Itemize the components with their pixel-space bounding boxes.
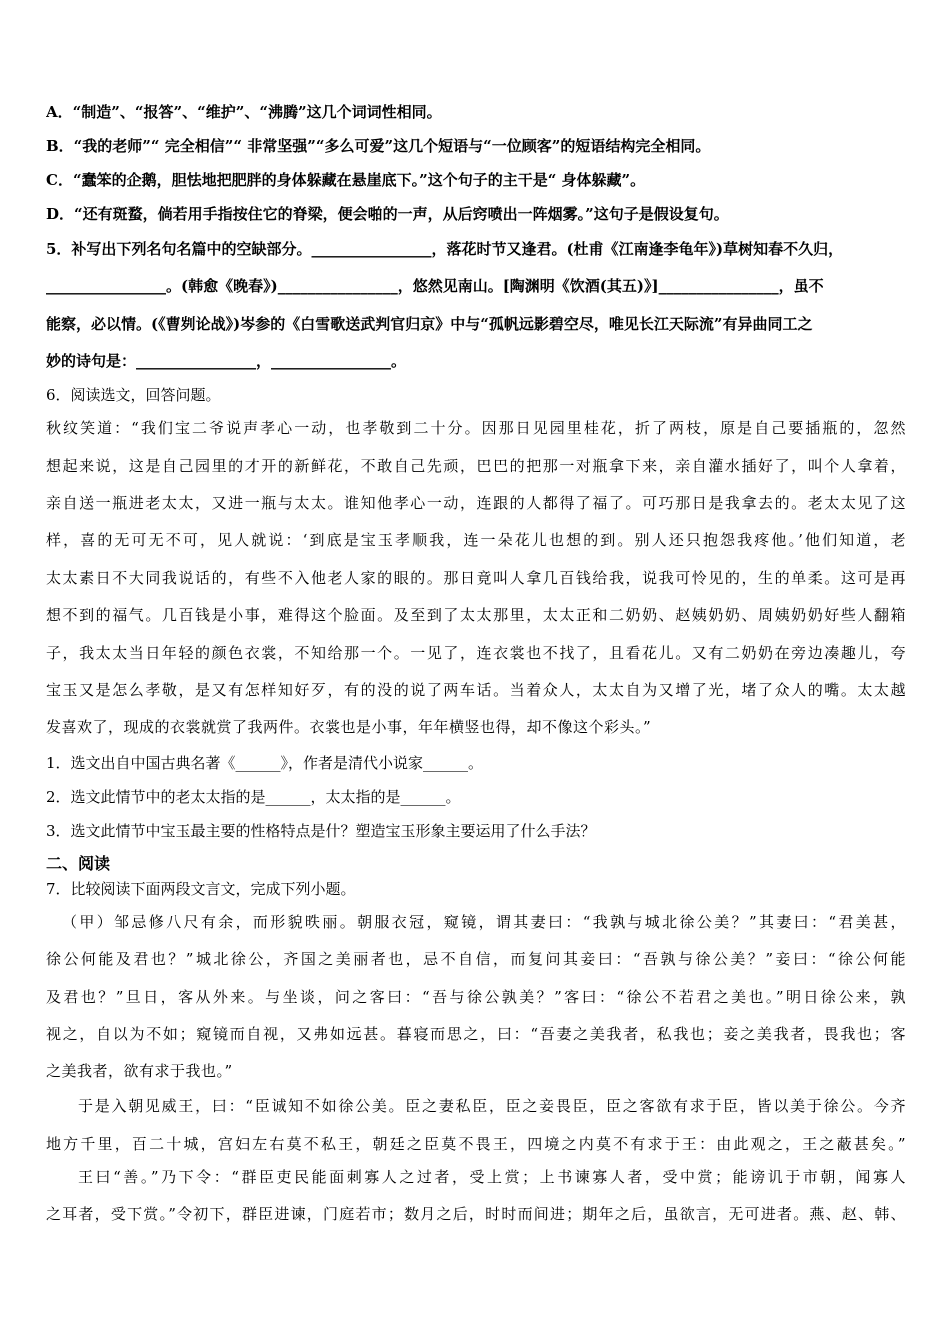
- q5-line-2: ________________。(韩愈《晚春》)________________，悠然见南山。[陶渊明《饮酒(其五)》]________________，虽不: [46, 277, 824, 295]
- q6-passage-line: 想不到的福气。几百钱是小事，难得这个脸面。及至到了太太那里，太太正和二奶奶、赵姨奶奶、周姨奶奶好些人翻箱: [46, 606, 906, 624]
- q5-line-1: 5．补写出下列名句名篇中的空缺部分。________________，落花时节又逢君。(杜甫《江南逢李龟年》)草树知春不久归，: [46, 240, 844, 258]
- q7-passage-line: 地方千里，百二十城，宫妇左右莫不私王，朝廷之臣莫不畏王，四境之内莫不有求于王：由此观之，王之蔽甚矣。”: [46, 1135, 906, 1153]
- q6-passage-line: 亲自送一瓶进老太太，又进一瓶与太太。谁知他孝心一动，连跟的人都得了福了。可巧那日是我拿去的。老太太见了这: [46, 494, 906, 512]
- q6-question-2: 2．选文此情节中的老太太指的是______，太太指的是______。: [46, 788, 461, 806]
- q7-passage-line: （甲）邹忌修八尺有余，而形貌昳丽。朝服衣冠，窥镜，谓其妻曰：“我孰与城北徐公美？”其妻曰：“君美甚，: [62, 913, 906, 931]
- q6-passage-line: 发喜欢了，现成的衣裳就赏了我两件。衣裳也是小事，年年横竖也得，却不像这个彩头。”: [46, 718, 652, 736]
- q7-passage-line: 之美我者，欲有求于我也。”: [46, 1062, 233, 1080]
- q7-passage-line: 于是入朝见威王，曰：“臣诚知不如徐公美。臣之妻私臣，臣之妾畏臣，臣之客欲有求于臣，皆以美于徐公。今齐: [78, 1097, 906, 1115]
- option-c: C．“蠢笨的企鹅，胆怯地把肥胖的身体躲藏在悬崖底下。”这个句子的主干是“ 身体躲藏”。: [46, 171, 646, 189]
- q7-passage-line: 王曰“善。”乃下令：“群臣吏民能面刺寡人之过者，受上赏；上书谏寡人者，受中赏；能谤讥于市朝，闻寡人: [78, 1168, 906, 1186]
- section-heading: 二、阅读: [46, 854, 111, 873]
- q5-line-3: 能察，必以情。(《曹刿论战》)岑参的《白雪歌送武判官归京》中与“孤帆远影碧空尽，唯见长江天际流”有异曲同工之: [46, 315, 813, 333]
- option-b: B．“我的老师”“ 完全相信”“ 非常坚强”“多么可爱”这几个短语与“一位顾客”的短语结构完全相同。: [46, 137, 711, 155]
- q7-intro: 7．比较阅读下面两段文言文，完成下列小题。: [46, 880, 356, 898]
- q6-passage-line: 子，我太太当日年轻的颜色衣裳，不知给那一个。一见了，连衣裳也不找了，且看花儿。又有二奶奶在旁边凑趣儿，夸: [46, 644, 906, 662]
- q7-passage-line: 及君也？”旦日，客从外来。与坐谈，问之客曰：“吾与徐公孰美？”客曰：“徐公不若君之美也。”明日徐公来，孰: [46, 988, 906, 1006]
- q6-intro: 6．阅读选文，回答问题。: [46, 386, 221, 404]
- option-a: A．“制造”、“报答”、“维护”、“沸腾”这几个词词性相同。: [46, 103, 442, 121]
- q6-question-3: 3．选文此情节中宝玉最主要的性格特点是什？塑造宝玉形象主要运用了什么手法？: [46, 822, 596, 840]
- q6-question-1: 1．选文出自中国古典名著《______》，作者是清代小说家______。: [46, 754, 484, 772]
- q6-passage-line: 太太素日不大同我说话的，有些不入他老人家的眼的。那日竟叫人拿几百钱给我，说我可怜见的，生的单柔。这可是再: [46, 569, 906, 587]
- q7-passage-line: 徐公何能及君也？”城北徐公，齐国之美丽者也，忌不自信，而复问其妾曰：“吾孰与徐公美？”妾曰：“徐公何能: [46, 950, 906, 968]
- q6-passage-line: 宝玉又是怎么孝敬，是又有怎样知好歹，有的没的说了两车话。当着众人，太太自为又增了光，堵了众人的嘴。太太越: [46, 681, 906, 699]
- q6-passage-line: 想起来说，这是自己园里的才开的新鲜花，不敢自己先顽，巴巴的把那一对瓶拿下来，亲自灌水插好了，叫个人拿着，: [46, 457, 906, 475]
- q6-passage-line: 样，喜的无可无不可，见人就说：‘到底是宝玉孝顺我，连一朵花儿也想的到。别人还只抱怨我疼他。’他们知道，老: [46, 531, 906, 549]
- q5-line-4: 妙的诗句是：________________，________________。: [46, 352, 407, 370]
- q6-passage-line: 秋纹笑道：“我们宝二爷说声孝心一动，也孝敬到二十分。因那日见园里桂花，折了两枝，原是自己要插瓶的，忽然: [46, 419, 906, 437]
- option-d: D．“还有斑蝥，倘若用手指按住它的脊梁，便会啪的一声，从后窍喷出一阵烟雾。”这句子是假设复句。: [46, 205, 729, 223]
- q7-passage-line: 之耳者，受下赏。”令初下，群臣进谏，门庭若市；数月之后，时时而间进；期年之后，虽欲言，无可进者。燕、赵、韩、: [46, 1205, 906, 1223]
- q7-passage-line: 视之，自以为不如；窥镜而自视，又弗如远甚。暮寝而思之，曰：“吾妻之美我者，私我也；妾之美我者，畏我也；客: [46, 1025, 906, 1043]
